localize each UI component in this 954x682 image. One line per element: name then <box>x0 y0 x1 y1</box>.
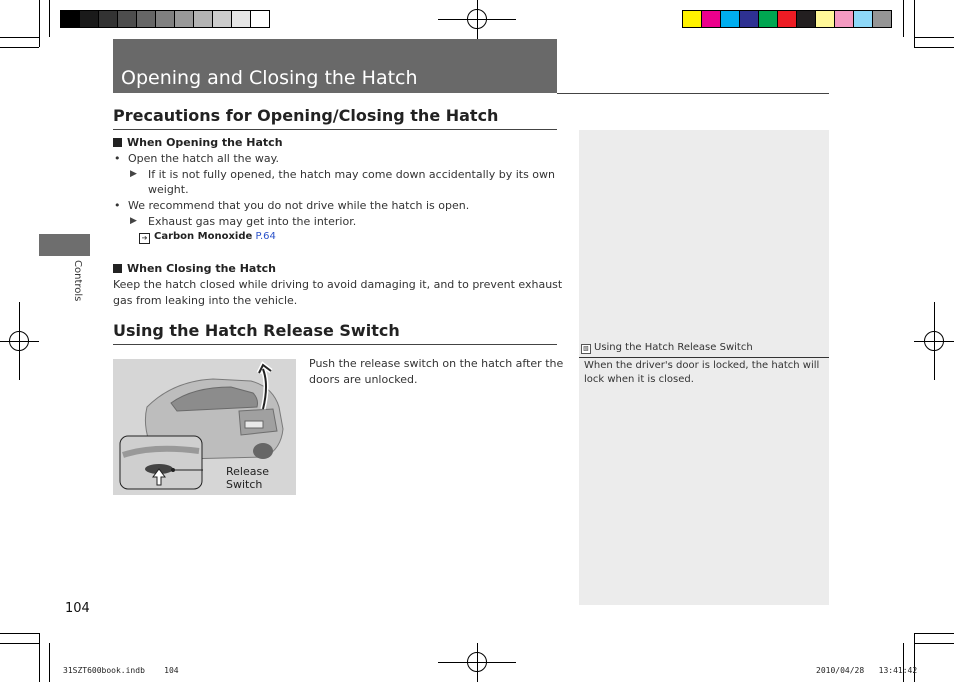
color-swatch <box>232 11 251 27</box>
crop-mark <box>914 37 954 38</box>
crop-mark <box>914 47 954 48</box>
note-icon: ▧ <box>581 344 591 354</box>
opening-subheading: When Opening the Hatch <box>113 136 283 149</box>
paragraph-line: Keep the hatch closed while driving to avoid damaging it, and to prevent exhaust <box>113 278 563 291</box>
release-heading: Using the Hatch Release Switch <box>113 321 400 340</box>
color-swatch <box>683 11 702 27</box>
color-swatch <box>740 11 759 27</box>
color-swatch <box>213 11 232 27</box>
color-swatch <box>137 11 156 27</box>
precautions-heading: Precautions for Opening/Closing the Hatch <box>113 106 499 125</box>
triangle-bullet-icon: ▶ <box>130 169 137 179</box>
footer-file-info: 31SZT600book.indb 104 <box>63 666 179 675</box>
color-swatch <box>854 11 873 27</box>
section-title: Opening and Closing the Hatch <box>121 67 418 89</box>
chapter-tab <box>39 234 90 256</box>
triangle-bullet-icon: ▶ <box>130 216 137 226</box>
color-swatch <box>99 11 118 27</box>
bullet-item: • <box>114 199 121 212</box>
crop-mark <box>903 0 904 37</box>
crop-mark <box>49 0 50 37</box>
color-swatch <box>816 11 835 27</box>
color-swatch <box>61 11 80 27</box>
color-swatch <box>80 11 99 27</box>
bullet-item: • <box>114 152 121 165</box>
square-bullet-icon <box>113 264 122 273</box>
note-title: ▧ Using the Hatch Release Switch <box>581 342 753 354</box>
crop-mark <box>0 47 39 48</box>
crop-mark <box>903 643 904 682</box>
color-swatch <box>778 11 797 27</box>
paragraph-line: doors are unlocked. <box>309 373 418 386</box>
bullet-text: We recommend that you do not drive while the hatch is open. <box>128 199 470 212</box>
reference-arrow-icon: ➔ <box>139 233 150 244</box>
note-rule <box>579 357 829 358</box>
color-swatch <box>873 11 891 27</box>
color-swatch <box>835 11 854 27</box>
square-bullet-icon <box>113 138 122 147</box>
crop-mark <box>914 0 915 47</box>
footer-timestamp: 2010/04/28 13:41:42 <box>816 666 918 675</box>
release-switch-callout: Release Switch <box>226 465 269 491</box>
page-link[interactable]: P.64 <box>255 231 276 242</box>
paragraph-line: gas from leaking into the vehicle. <box>113 294 298 307</box>
color-swatch <box>175 11 194 27</box>
crop-mark <box>0 633 39 634</box>
sub-bullet-text: Exhaust gas may get into the interior. <box>148 215 357 228</box>
note-text: When the driver's door is locked, the hatch will lock when it is closed. <box>584 360 820 385</box>
color-calibration-bar <box>682 10 892 28</box>
color-swatch <box>759 11 778 27</box>
sub-bullet-text: If it is not fully opened, the hatch may come down accidentally by its own <box>148 168 555 181</box>
crop-mark <box>49 643 50 682</box>
heading-rule <box>113 129 557 130</box>
heading-rule <box>113 344 557 345</box>
header-rule <box>557 93 829 94</box>
chapter-tab-label: Controls <box>72 260 83 302</box>
crop-mark <box>914 633 954 634</box>
color-swatch <box>721 11 740 27</box>
color-swatch <box>797 11 816 27</box>
color-swatch <box>194 11 213 27</box>
grayscale-calibration-bar <box>60 10 270 28</box>
crop-mark <box>0 643 39 644</box>
paragraph-line: Push the release switch on the hatch after the <box>309 357 564 370</box>
closing-subheading: When Closing the Hatch <box>113 262 276 275</box>
color-swatch <box>118 11 137 27</box>
crop-mark <box>39 633 40 682</box>
cross-reference-link[interactable]: ➔ Carbon Monoxide P.64 <box>139 231 276 244</box>
bullet-text: Open the hatch all the way. <box>128 152 280 165</box>
crop-mark <box>0 37 39 38</box>
crop-mark <box>39 0 40 47</box>
page-number: 104 <box>65 601 90 616</box>
color-swatch <box>251 11 269 27</box>
crop-mark <box>914 643 954 644</box>
sub-bullet-text: weight. <box>148 183 189 196</box>
color-swatch <box>702 11 721 27</box>
color-swatch <box>156 11 175 27</box>
